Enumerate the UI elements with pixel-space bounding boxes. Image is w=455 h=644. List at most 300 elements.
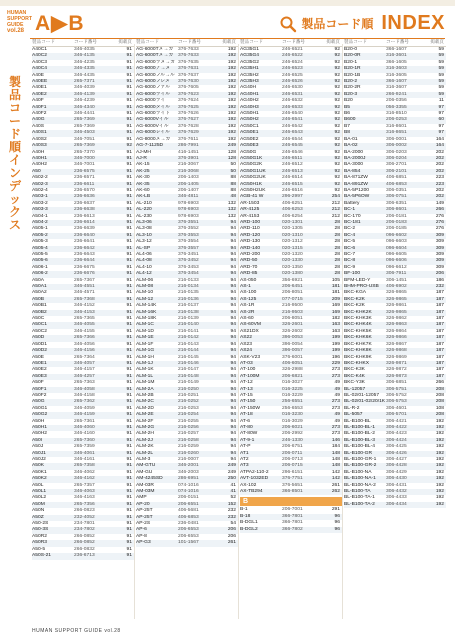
product-code: BKC-KHK7K (344, 341, 372, 347)
vertical-title-char: 品 (8, 88, 21, 102)
product-code: A50M (32, 501, 45, 507)
product-code: AT-100 (240, 367, 256, 373)
product-code: BA-2000J (344, 155, 366, 161)
product-code: AS-100 (240, 290, 257, 296)
product-code: ALM-08 (136, 284, 154, 290)
product-code: A40C1 (32, 47, 47, 52)
product-code: ALM-2K (136, 444, 154, 450)
product-code: AT-100M (240, 373, 260, 379)
product-code: A502-4 (32, 187, 48, 193)
product-code: A504-1 (32, 213, 48, 219)
page-number: 187 (435, 290, 444, 296)
code-number: 376-7624 (178, 98, 199, 104)
page-number: 52 (230, 495, 236, 501)
product-code: BKC-K3K (344, 367, 365, 373)
code-number: 265-7359 (74, 444, 95, 450)
code-number: 246-1330 (282, 437, 303, 443)
page-number: 202 (435, 187, 444, 193)
page-number: 94 (230, 296, 236, 302)
product-code: BC-9 (344, 264, 356, 270)
product-code: A50J2 (32, 457, 46, 462)
page-number: 91 (126, 226, 132, 232)
code-number: 246-6545 (282, 143, 303, 149)
page-number: 92 (334, 66, 340, 72)
code-number: 216-0140 (178, 322, 199, 328)
product-code: AG-6000Tメ→カ (136, 53, 174, 59)
product-code: AS-1R (240, 303, 255, 309)
code-number: 346-4811 (178, 194, 199, 200)
product-code: AMP (136, 495, 147, 501)
product-code: A50I (32, 437, 43, 443)
page-number: 91 (126, 104, 132, 110)
code-number: 326-9864 (386, 328, 407, 334)
page-number: 59 (438, 91, 444, 97)
page-number: 187 (435, 348, 444, 354)
code-number: 020-1320 (282, 252, 303, 257)
page-number: 91 (126, 123, 132, 129)
product-code: BKC-K2K (344, 296, 365, 302)
page-number: 91 (126, 168, 132, 174)
product-code: AT-13 (240, 386, 253, 392)
product-code: AM-GU (136, 469, 153, 475)
product-code: ALM-2G (136, 424, 155, 430)
code-number: 206-8051 (282, 290, 303, 296)
product-code: AS-1 (240, 284, 251, 290)
code-number: 406-6902 (386, 284, 407, 290)
page-number: 94 (230, 303, 236, 309)
code-number: 206-0185 (386, 226, 407, 232)
code-number: 074-1016 (178, 482, 199, 488)
page-number: 91 (126, 239, 132, 245)
product-code: A50F2 (32, 392, 47, 398)
code-number: 306-0203 (386, 149, 407, 155)
product-code: B20-0R (344, 53, 361, 59)
product-code: AS-2R (240, 309, 255, 315)
page-number: 94 (230, 309, 236, 315)
page-number: 91 (126, 418, 132, 424)
product-code: ALM-1F (136, 341, 154, 347)
product-code: AG-6000ライ (136, 98, 166, 104)
product-code: BKC-K2K (344, 303, 365, 309)
product-code: A50G (32, 399, 45, 405)
product-code: AG-6000Vイル (136, 117, 169, 123)
table-row (344, 502, 446, 508)
code-number: 236-6644 (74, 258, 95, 264)
page-number: 187 (435, 354, 444, 360)
page-number: 91 (126, 194, 132, 200)
product-code: AG-6000ラメ→カ (136, 59, 175, 65)
code-number: 236-6571 (74, 175, 95, 181)
code-number: 326-9867 (386, 341, 407, 347)
product-code: ALM-2B (136, 392, 154, 398)
code-number: 246-6541 (282, 117, 303, 123)
code-number: 326-9872 (386, 367, 407, 373)
product-code: AS21DX (240, 328, 259, 334)
code-number: 246-6532 (282, 98, 303, 104)
code-number: 216-9503 (282, 309, 303, 315)
page-number: 91 (126, 98, 132, 104)
product-code: AG-8000メ→カ (136, 136, 171, 142)
page-number: 91 (126, 59, 132, 65)
code-number: 346-4060 (74, 424, 95, 430)
page-number: 202 (435, 155, 444, 161)
page-number: 164 (435, 136, 444, 142)
code-number: 326-9871 (386, 360, 407, 366)
page-number: 187 (435, 373, 444, 379)
product-code: ALM-18K (136, 316, 157, 322)
page-number: 94 (230, 348, 236, 354)
product-code: BC-6 (344, 245, 356, 251)
code-number: 020-1301 (282, 219, 303, 225)
guide-volume-label (7, 10, 32, 34)
index-column (136, 39, 238, 547)
page-number: 88 (230, 181, 236, 187)
page-number: 309 (435, 239, 444, 245)
page-number: 92 (334, 155, 340, 161)
code-number: 236-6639 (74, 226, 95, 232)
page-number: 92 (334, 85, 340, 91)
product-code: BKC-Y3K (344, 380, 365, 386)
vertical-title-char: 順 (8, 140, 21, 154)
product-code: AP-20 (136, 501, 150, 507)
page-number: 91 (126, 309, 132, 315)
code-number: 265-7369 (74, 123, 95, 129)
product-code: B5 (344, 104, 350, 110)
code-number: 236-6614 (74, 219, 95, 225)
page-number: 91 (126, 386, 132, 392)
product-code: A502-3 (32, 181, 48, 187)
page-number: 91 (126, 540, 132, 546)
page-number: 94 (230, 399, 236, 405)
product-code: ARD-70 (240, 264, 258, 270)
code-number: 306-5701 (386, 412, 407, 418)
page-number: 28 (334, 258, 340, 264)
product-code: A50F1 (32, 386, 47, 392)
product-code: A505-3 (32, 239, 48, 245)
page-number: 91 (126, 219, 132, 225)
page-number: 91 (126, 527, 132, 533)
product-code: AM-03R (136, 482, 154, 488)
page-number: 94 (230, 239, 236, 245)
table-row (240, 489, 342, 495)
page-number: 142 (331, 469, 340, 475)
page-number: 91 (126, 296, 132, 302)
page-number: 94 (230, 252, 236, 257)
code-number: 316-8651 (386, 130, 407, 136)
page-number: 186 (435, 277, 444, 283)
page-number: 94 (230, 284, 236, 290)
page-number: 11 (438, 98, 444, 104)
page-number: 202 (435, 194, 444, 200)
page-number: 91 (126, 348, 132, 354)
page-number: 249 (227, 463, 236, 469)
page-number: 91 (126, 354, 132, 360)
product-code: A50H2 (32, 431, 47, 437)
page-number: 28 (334, 226, 340, 232)
page-number: 28 (334, 232, 340, 238)
page-number: 128 (227, 155, 236, 161)
column-header-code: 製品コード (136, 39, 159, 45)
page-number: 142 (331, 476, 340, 482)
page-number: 49 (334, 412, 340, 418)
column-header-cat: コード番号 (386, 39, 409, 45)
product-code: BL-R-2 (344, 405, 360, 411)
code-number: 246-6526 (282, 79, 303, 85)
product-code: A40C3 (32, 59, 47, 65)
column-header-row (240, 39, 342, 47)
code-number: 346-4235 (74, 59, 95, 65)
page-number: 169 (331, 303, 340, 309)
product-code: AK-25 (136, 168, 150, 174)
code-number: 376-5651 (282, 482, 303, 488)
product-code: AT-03 (240, 360, 253, 366)
product-code: ASK-V23 (240, 354, 261, 360)
product-code: B20 (344, 98, 353, 104)
page-number: 91 (126, 450, 132, 456)
code-number: 265-7366 (74, 335, 95, 341)
code-number: 406-6253 (282, 207, 303, 213)
product-code: BL-B100-TA-2 (344, 501, 375, 507)
page-number: 187 (435, 341, 444, 347)
code-number: 265-7361 (74, 418, 95, 424)
page-footer: HUMAN SUPPORT GUIDE vol.28 (32, 628, 121, 634)
page-number: 59 (438, 47, 444, 52)
product-code: BF-100 (344, 271, 361, 277)
page-number: 91 (126, 514, 132, 520)
page-number: 94 (230, 271, 236, 277)
page-number: 59 (438, 66, 444, 72)
page-number: 202 (435, 149, 444, 155)
product-code: B7 (344, 123, 350, 129)
code-number: 346-4156 (74, 348, 95, 354)
product-code: BL-B100-BL-4 (344, 444, 375, 450)
product-code: A40E2 (32, 91, 47, 97)
page-number: 91 (126, 405, 132, 411)
table-row (240, 527, 342, 533)
code-number: 326-9863 (386, 322, 407, 328)
page-number: 209 (331, 296, 340, 302)
column-header-code: 製品コード (344, 39, 367, 45)
product-code: BL-B100-TA (344, 489, 371, 495)
product-code: BA-3000 (344, 162, 364, 168)
code-number: 216-0137 (178, 303, 199, 309)
product-code: A50D2 (32, 348, 47, 354)
page-number: 91 (126, 546, 132, 552)
code-number: 376-7623 (178, 91, 199, 97)
code-number: 020-1310 (282, 232, 303, 238)
code-number: 306-4429 (386, 469, 407, 475)
vertical-title-char: ン (8, 166, 21, 180)
page-number: 59 (438, 53, 444, 59)
page-number: 48 (230, 194, 236, 200)
product-code: AG-6000ライル (136, 91, 171, 97)
page-number: 192 (435, 450, 444, 456)
code-number: 366-1607 (386, 47, 407, 52)
page-number: 276 (435, 213, 444, 219)
code-number: 216-0007 (178, 457, 199, 462)
code-number: 216-0255 (178, 418, 199, 424)
code-number: 246-6533 (282, 104, 303, 110)
product-code: AT2 (240, 457, 249, 462)
code-number: 306-5751 (386, 386, 407, 392)
page-number: 97 (438, 111, 444, 117)
page-number: 169 (331, 309, 340, 315)
page-number: 192 (435, 469, 444, 475)
page-number: 249 (227, 469, 236, 475)
column-divider (134, 44, 135, 619)
code-number: 246-6531 (282, 91, 303, 97)
product-code: AK-30 (136, 175, 150, 181)
product-code: ALM-1L (136, 373, 154, 379)
page-number: 91 (126, 328, 132, 334)
page-number: 187 (435, 303, 444, 309)
code-number: 265-7356 (74, 501, 95, 507)
page-number: 187 (435, 328, 444, 334)
code-number: 216-0138 (178, 309, 199, 315)
code-number: 236-6713 (74, 553, 95, 559)
code-number: 020-1350 (282, 264, 303, 270)
product-code: BKC-KHK3K (344, 316, 372, 322)
product-code: A50G2 (32, 412, 48, 418)
vertical-title-char: ー (8, 114, 21, 128)
page-number: 149 (435, 200, 444, 206)
page-number: 273 (331, 399, 340, 405)
page-number: 91 (126, 508, 132, 514)
product-code: AL-230 (136, 213, 152, 219)
code-number: 346-4155 (74, 328, 95, 334)
product-code: AG-6000ファル (136, 85, 171, 91)
top-strip (0, 0, 455, 6)
product-code: A50H1 (32, 424, 47, 430)
code-number: 326-9869 (386, 354, 407, 360)
product-code: A50C (32, 316, 45, 322)
page-number: 50 (230, 168, 236, 174)
product-code: A506-1 (32, 264, 48, 270)
product-code: AT-18 (240, 412, 253, 418)
product-code: AS22 (240, 335, 252, 341)
page-number: 309 (435, 252, 444, 257)
product-code: A50G1 (32, 405, 48, 411)
vertical-title-char: 製 (8, 75, 21, 89)
product-code: AG35H1 (240, 66, 259, 72)
code-number: 096-6603 (386, 239, 407, 245)
product-code: A50R3 (32, 540, 47, 546)
page-number: 202 (435, 162, 444, 168)
code-number: 346-4160 (74, 431, 95, 437)
product-code: ALM-1K (136, 367, 154, 373)
code-number: 306-4425 (386, 444, 407, 450)
code-number: 286-6951 (178, 476, 199, 482)
page-number: 91 (126, 130, 132, 136)
code-number: 206-0181 (386, 213, 407, 219)
product-code: BL-B100-NA-1 (344, 476, 376, 482)
code-number: 246-6511 (282, 155, 303, 161)
page-number: 181 (331, 284, 340, 290)
product-code: AG35H3 (240, 79, 259, 85)
code-number: 246-6512 (282, 162, 303, 168)
product-code: ALM-1J (136, 360, 153, 366)
code-number: 074-1016 (178, 489, 199, 495)
product-code: AG50G1UK (240, 168, 266, 174)
code-number: 406-6853 (386, 181, 407, 187)
product-code: A50-3S (32, 527, 49, 533)
page-number: 91 (126, 284, 132, 290)
product-code: AT-80 (240, 424, 253, 430)
column-divider (342, 44, 343, 619)
code-number: 246-6544 (282, 136, 303, 142)
page-number: 91 (126, 149, 132, 155)
product-code: A50A (32, 277, 44, 283)
product-code: AL-SP (136, 245, 151, 251)
product-code: A50N (32, 508, 45, 514)
product-code: A50E1 (32, 360, 47, 366)
code-number: 306-2101 (386, 168, 407, 174)
product-code: AP-25T (136, 508, 153, 514)
page-number: 94 (230, 226, 236, 232)
page-number: 91 (126, 232, 132, 238)
code-number: 306-4433 (386, 495, 407, 501)
vertical-section-title (8, 76, 22, 232)
product-code: BA-2000 (344, 149, 364, 155)
code-number: 077-0715 (282, 296, 303, 302)
code-number: 406-6254 (282, 213, 303, 219)
code-number: 265-7357 (74, 482, 95, 488)
page-number: 273 (331, 367, 340, 373)
product-code: A50B1 (32, 303, 47, 309)
column-divider (238, 44, 239, 619)
index-header (279, 12, 445, 35)
product-code: A50L2 (32, 495, 47, 501)
code-number: 396-0053 (282, 335, 303, 341)
code-number: 206-1405 (178, 181, 199, 187)
product-code: A50-5 (32, 546, 46, 552)
code-number: 306-8601 (386, 207, 407, 213)
page-number: 309 (435, 245, 444, 251)
code-number: 346-4059 (74, 405, 95, 411)
product-code: A40H (32, 149, 45, 155)
page-number: 187 (435, 367, 444, 373)
code-number: 234-7801 (74, 521, 95, 527)
code-number: 346-4056 (74, 341, 95, 347)
product-code: A50C2 (32, 328, 47, 334)
code-number: 326-9865 (386, 296, 407, 302)
code-number: 246-6530 (282, 85, 303, 91)
code-number: 376-7751 (282, 476, 303, 482)
code-number: 216-0145 (178, 354, 199, 360)
page-number: 94 (230, 437, 236, 443)
product-code: AG-6000ア→メ (136, 66, 171, 72)
product-code: AG35G2 (240, 59, 260, 65)
code-number: 232-4052 (74, 514, 95, 520)
code-number: 266-0852 (74, 540, 95, 546)
product-code: BC-170 (344, 213, 361, 219)
page-number: 91 (126, 380, 132, 386)
side-label-line: vol.28 (7, 28, 25, 34)
code-number: 366-1605 (386, 59, 407, 65)
page-number: 192 (435, 501, 444, 507)
code-number: 316-3607 (386, 85, 407, 91)
code-number: 326-9865 (386, 290, 407, 296)
product-code: A50J (32, 444, 44, 450)
page-number: 206 (227, 527, 236, 533)
page-number: 91 (126, 53, 132, 59)
page-number: 146 (331, 437, 340, 443)
page-number: 92 (334, 104, 340, 110)
page-number: 254 (331, 194, 340, 200)
product-code: A40EE (32, 79, 48, 85)
page-number: 91 (126, 245, 132, 251)
code-number: 206-0253 (386, 117, 407, 123)
